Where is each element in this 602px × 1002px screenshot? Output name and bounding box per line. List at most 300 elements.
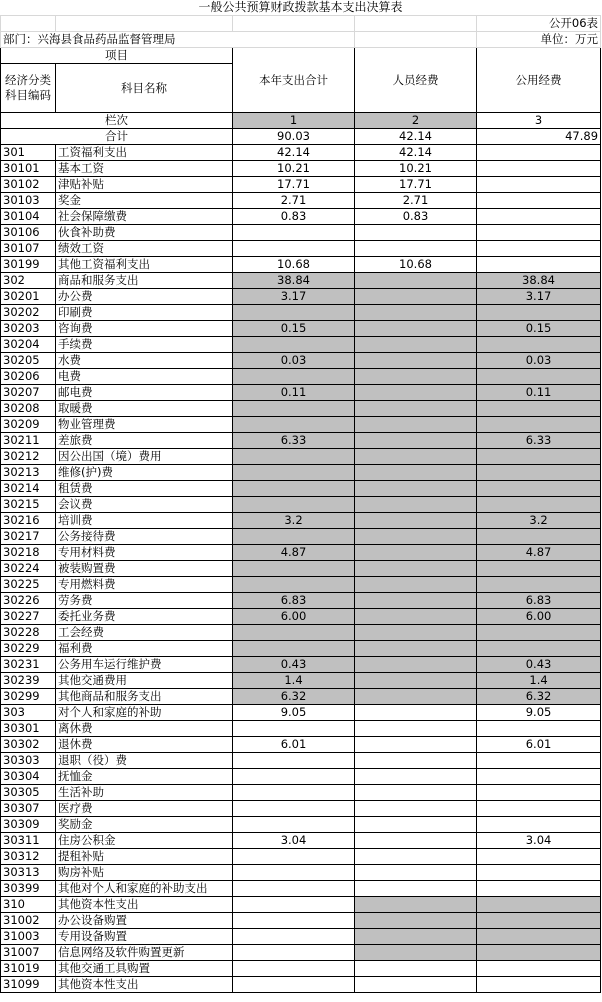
row-public [477, 849, 601, 865]
row-total [233, 481, 355, 497]
table-row [1, 481, 601, 497]
row-name: 专用材料费 [56, 545, 233, 561]
table-row [1, 769, 601, 785]
row-personnel [355, 833, 477, 849]
row-name: 水费 [56, 353, 233, 369]
row-code: 303 [1, 705, 56, 721]
row-code: 31003 [1, 929, 56, 945]
row-personnel [355, 241, 477, 257]
row-personnel [355, 785, 477, 801]
row-personnel: 17.71 [355, 177, 477, 193]
row-personnel [355, 705, 477, 721]
row-public [477, 721, 601, 737]
row-public [477, 625, 601, 641]
row-personnel [355, 529, 477, 545]
row-code: 30101 [1, 161, 56, 177]
row-name: 福利费 [56, 641, 233, 657]
row-personnel [355, 225, 477, 241]
row-personnel [355, 881, 477, 897]
row-personnel [355, 449, 477, 465]
row-name: 奖金 [56, 193, 233, 209]
row-code: 30216 [1, 513, 56, 529]
table-row [1, 177, 601, 193]
row-public: 3.2 [477, 513, 601, 529]
row-total [233, 849, 355, 865]
row-total [233, 817, 355, 833]
row-code: 30211 [1, 433, 56, 449]
row-personnel [355, 849, 477, 865]
row-total: 6.00 [233, 609, 355, 625]
row-code: 30307 [1, 801, 56, 817]
table-row [1, 193, 601, 209]
row-total [233, 977, 355, 993]
row-name: 信息网络及软件购置更新 [56, 945, 233, 961]
row-total: 9.05 [233, 705, 355, 721]
row-personnel [355, 289, 477, 305]
row-public [477, 193, 601, 209]
row-public [477, 945, 601, 961]
row-name: 专用设备购置 [56, 929, 233, 945]
column-number-label: 栏次 [1, 113, 233, 129]
table-row [1, 593, 601, 609]
table-row [1, 753, 601, 769]
row-personnel [355, 737, 477, 753]
row-name: 取暖费 [56, 401, 233, 417]
row-total: 38.84 [233, 273, 355, 289]
row-total: 1.4 [233, 673, 355, 689]
row-code: 30305 [1, 785, 56, 801]
row-code: 30218 [1, 545, 56, 561]
row-code: 30225 [1, 577, 56, 593]
table-row [1, 961, 601, 977]
row-personnel [355, 625, 477, 641]
table-row [1, 225, 601, 241]
row-public [477, 865, 601, 881]
row-name: 基本工资 [56, 161, 233, 177]
row-public [477, 417, 601, 433]
row-total: 0.83 [233, 209, 355, 225]
row-personnel [355, 337, 477, 353]
table-row [1, 817, 601, 833]
row-code: 30201 [1, 289, 56, 305]
table-title: 一般公共预算财政拨款基本支出决算表 [198, 0, 403, 14]
row-code: 30103 [1, 193, 56, 209]
row-total [233, 769, 355, 785]
row-name: 生活补助 [56, 785, 233, 801]
table-row [1, 289, 601, 305]
row-personnel [355, 769, 477, 785]
row-code: 30102 [1, 177, 56, 193]
row-total [233, 225, 355, 241]
row-public [477, 801, 601, 817]
row-name: 其他资本性支出 [56, 977, 233, 993]
row-personnel [355, 497, 477, 513]
unit-label: 单位：万元 [477, 32, 601, 48]
row-code: 30239 [1, 673, 56, 689]
row-total: 4.87 [233, 545, 355, 561]
table-row [1, 465, 601, 481]
table-row [1, 641, 601, 657]
row-code: 30301 [1, 721, 56, 737]
row-personnel: 10.21 [355, 161, 477, 177]
table-row [1, 801, 601, 817]
row-total: 6.32 [233, 689, 355, 705]
row-public [477, 161, 601, 177]
row-code: 31099 [1, 977, 56, 993]
row-total [233, 577, 355, 593]
row-name: 其他交通费用 [56, 673, 233, 689]
row-personnel [355, 977, 477, 993]
row-personnel [355, 673, 477, 689]
table-row [1, 913, 601, 929]
row-total [233, 801, 355, 817]
row-personnel [355, 609, 477, 625]
row-personnel [355, 865, 477, 881]
row-name: 印刷费 [56, 305, 233, 321]
row-total [233, 625, 355, 641]
row-name: 劳务费 [56, 593, 233, 609]
row-code: 30208 [1, 401, 56, 417]
row-name: 培训费 [56, 513, 233, 529]
row-public [477, 337, 601, 353]
row-public [477, 769, 601, 785]
row-code: 30203 [1, 321, 56, 337]
row-code: 30312 [1, 849, 56, 865]
row-code: 30303 [1, 753, 56, 769]
table-row [1, 945, 601, 961]
row-name: 被装购置费 [56, 561, 233, 577]
row-public [477, 369, 601, 385]
row-name: 维修(护)费 [56, 465, 233, 481]
row-name: 住房公积金 [56, 833, 233, 849]
row-name: 绩效工资 [56, 241, 233, 257]
row-code: 30309 [1, 817, 56, 833]
table-row [1, 865, 601, 881]
row-code: 30209 [1, 417, 56, 433]
row-total: 6.33 [233, 433, 355, 449]
row-personnel [355, 369, 477, 385]
row-personnel [355, 689, 477, 705]
code-header: 经济分类科目编码 [1, 64, 56, 113]
row-name: 租赁费 [56, 481, 233, 497]
sum-total: 90.03 [233, 129, 355, 145]
row-code: 30213 [1, 465, 56, 481]
row-code: 30304 [1, 769, 56, 785]
row-code: 30302 [1, 737, 56, 753]
row-total [233, 305, 355, 321]
row-total [233, 897, 355, 913]
row-name: 提租补贴 [56, 849, 233, 865]
row-public: 0.11 [477, 385, 601, 401]
row-public [477, 465, 601, 481]
row-total [233, 753, 355, 769]
row-total [233, 785, 355, 801]
row-name: 其他工资福利支出 [56, 257, 233, 273]
row-name: 专用燃料费 [56, 577, 233, 593]
table-row [1, 545, 601, 561]
row-public: 3.04 [477, 833, 601, 849]
personnel-header: 人员经费 [355, 48, 477, 113]
row-personnel [355, 801, 477, 817]
row-code: 30227 [1, 609, 56, 625]
row-code: 30199 [1, 257, 56, 273]
table-row [1, 721, 601, 737]
row-name: 购房补贴 [56, 865, 233, 881]
row-personnel: 0.83 [355, 209, 477, 225]
row-total [233, 961, 355, 977]
row-total: 0.11 [233, 385, 355, 401]
row-personnel [355, 593, 477, 609]
row-personnel [355, 753, 477, 769]
row-personnel [355, 961, 477, 977]
row-personnel [355, 657, 477, 673]
row-total [233, 641, 355, 657]
row-public [477, 225, 601, 241]
row-public [477, 257, 601, 273]
row-public: 6.83 [477, 593, 601, 609]
row-name: 委托业务费 [56, 609, 233, 625]
row-name: 其他资本性支出 [56, 897, 233, 913]
table-row [1, 497, 601, 513]
row-name: 咨询费 [56, 321, 233, 337]
table-row [1, 273, 601, 289]
row-name: 其他交通工具购置 [56, 961, 233, 977]
row-personnel [355, 385, 477, 401]
row-name: 差旅费 [56, 433, 233, 449]
row-personnel [355, 321, 477, 337]
row-name: 公务用车运行维护费 [56, 657, 233, 673]
table-row [1, 161, 601, 177]
row-public [477, 641, 601, 657]
row-personnel [355, 945, 477, 961]
table-row [1, 609, 601, 625]
row-code: 30207 [1, 385, 56, 401]
row-total: 3.17 [233, 289, 355, 305]
row-personnel [355, 929, 477, 945]
row-name: 伙食补助费 [56, 225, 233, 241]
table-row [1, 513, 601, 529]
row-code: 30229 [1, 641, 56, 657]
row-total [233, 369, 355, 385]
row-personnel [355, 561, 477, 577]
table-row [1, 449, 601, 465]
row-name: 办公费 [56, 289, 233, 305]
table-row [1, 241, 601, 257]
table-row [1, 337, 601, 353]
row-code: 30217 [1, 529, 56, 545]
row-public [477, 961, 601, 977]
row-public [477, 753, 601, 769]
row-personnel [355, 545, 477, 561]
row-personnel [355, 641, 477, 657]
row-personnel [355, 513, 477, 529]
public-header: 公用经费 [477, 48, 601, 113]
row-public: 6.33 [477, 433, 601, 449]
name-header: 科目名称 [56, 64, 233, 113]
row-code: 30104 [1, 209, 56, 225]
row-code: 30206 [1, 369, 56, 385]
sum-personnel: 42.14 [355, 129, 477, 145]
row-public [477, 785, 601, 801]
row-public [477, 177, 601, 193]
row-personnel: 10.68 [355, 257, 477, 273]
row-total: 2.71 [233, 193, 355, 209]
row-code: 30107 [1, 241, 56, 257]
sum-label: 合计 [1, 129, 233, 145]
row-total: 0.03 [233, 353, 355, 369]
row-public [477, 209, 601, 225]
row-public: 0.43 [477, 657, 601, 673]
row-public: 3.17 [477, 289, 601, 305]
column-number-2: 2 [355, 113, 477, 129]
sum-public: 47.89 [477, 129, 601, 145]
row-public [477, 913, 601, 929]
row-personnel [355, 913, 477, 929]
table-row [1, 561, 601, 577]
row-code: 30224 [1, 561, 56, 577]
row-code: 30231 [1, 657, 56, 673]
row-name: 公务接待费 [56, 529, 233, 545]
row-code: 30299 [1, 689, 56, 705]
row-public: 1.4 [477, 673, 601, 689]
row-name: 抚恤金 [56, 769, 233, 785]
row-code: 31007 [1, 945, 56, 961]
row-total: 0.43 [233, 657, 355, 673]
row-public [477, 881, 601, 897]
row-name: 退职（役）费 [56, 753, 233, 769]
row-total [233, 465, 355, 481]
table-row [1, 305, 601, 321]
table-row [1, 737, 601, 753]
row-total [233, 241, 355, 257]
row-total [233, 929, 355, 945]
column-number-1: 1 [233, 113, 355, 129]
row-name: 工会经费 [56, 625, 233, 641]
row-public [477, 929, 601, 945]
row-public [477, 241, 601, 257]
row-name: 津贴补贴 [56, 177, 233, 193]
row-public: 6.32 [477, 689, 601, 705]
row-personnel [355, 817, 477, 833]
row-public [477, 561, 601, 577]
row-total [233, 337, 355, 353]
table-row [1, 369, 601, 385]
row-total [233, 881, 355, 897]
row-public: 0.03 [477, 353, 601, 369]
row-total: 3.04 [233, 833, 355, 849]
row-total: 6.83 [233, 593, 355, 609]
row-total: 10.68 [233, 257, 355, 273]
row-public [477, 449, 601, 465]
row-name: 医疗费 [56, 801, 233, 817]
total-header: 本年支出合计 [233, 48, 355, 113]
row-total: 17.71 [233, 177, 355, 193]
row-personnel: 2.71 [355, 193, 477, 209]
table-row [1, 417, 601, 433]
row-name: 离休费 [56, 721, 233, 737]
row-public: 6.01 [477, 737, 601, 753]
table-row [1, 785, 601, 801]
table-row [1, 689, 601, 705]
row-total: 6.01 [233, 737, 355, 753]
row-code: 30214 [1, 481, 56, 497]
row-code: 30399 [1, 881, 56, 897]
row-personnel [355, 401, 477, 417]
row-personnel [355, 433, 477, 449]
row-public: 9.05 [477, 705, 601, 721]
row-name: 奖励金 [56, 817, 233, 833]
row-public [477, 577, 601, 593]
row-name: 因公出国（境）费用 [56, 449, 233, 465]
row-name: 手续费 [56, 337, 233, 353]
table-row [1, 577, 601, 593]
row-public [477, 977, 601, 993]
table-row [1, 625, 601, 641]
row-code: 30311 [1, 833, 56, 849]
table-row [1, 209, 601, 225]
row-code: 30226 [1, 593, 56, 609]
table-row [1, 881, 601, 897]
row-code: 30202 [1, 305, 56, 321]
row-code: 30313 [1, 865, 56, 881]
row-name: 对个人和家庭的补助 [56, 705, 233, 721]
table-row [1, 321, 601, 337]
row-total [233, 401, 355, 417]
table-row [1, 401, 601, 417]
row-code: 30212 [1, 449, 56, 465]
row-public: 38.84 [477, 273, 601, 289]
row-name: 会议费 [56, 497, 233, 513]
row-public [477, 529, 601, 545]
row-total: 10.21 [233, 161, 355, 177]
row-public [477, 481, 601, 497]
row-code: 30215 [1, 497, 56, 513]
row-total [233, 561, 355, 577]
row-code: 30204 [1, 337, 56, 353]
row-name: 电费 [56, 369, 233, 385]
table-row [1, 657, 601, 673]
row-public: 6.00 [477, 609, 601, 625]
row-name: 邮电费 [56, 385, 233, 401]
project-header: 项目 [1, 48, 233, 64]
row-name: 办公设备购置 [56, 913, 233, 929]
table-row [1, 833, 601, 849]
row-name: 物业管理费 [56, 417, 233, 433]
row-public [477, 897, 601, 913]
row-personnel [355, 897, 477, 913]
row-public: 4.87 [477, 545, 601, 561]
row-total [233, 529, 355, 545]
row-personnel [355, 465, 477, 481]
column-number-3: 3 [477, 113, 601, 129]
table-row [1, 673, 601, 689]
row-code: 31002 [1, 913, 56, 929]
row-total [233, 417, 355, 433]
row-public [477, 401, 601, 417]
row-total: 3.2 [233, 513, 355, 529]
table-row [1, 929, 601, 945]
row-name: 工资福利支出 [56, 145, 233, 161]
table-row [1, 385, 601, 401]
row-total [233, 865, 355, 881]
table-row [1, 529, 601, 545]
row-name: 商品和服务支出 [56, 273, 233, 289]
table-row [1, 849, 601, 865]
row-code: 30228 [1, 625, 56, 641]
table-row [1, 705, 601, 721]
row-name: 其他对个人和家庭的补助支出 [56, 881, 233, 897]
form-number: 公开06表 [477, 16, 601, 32]
